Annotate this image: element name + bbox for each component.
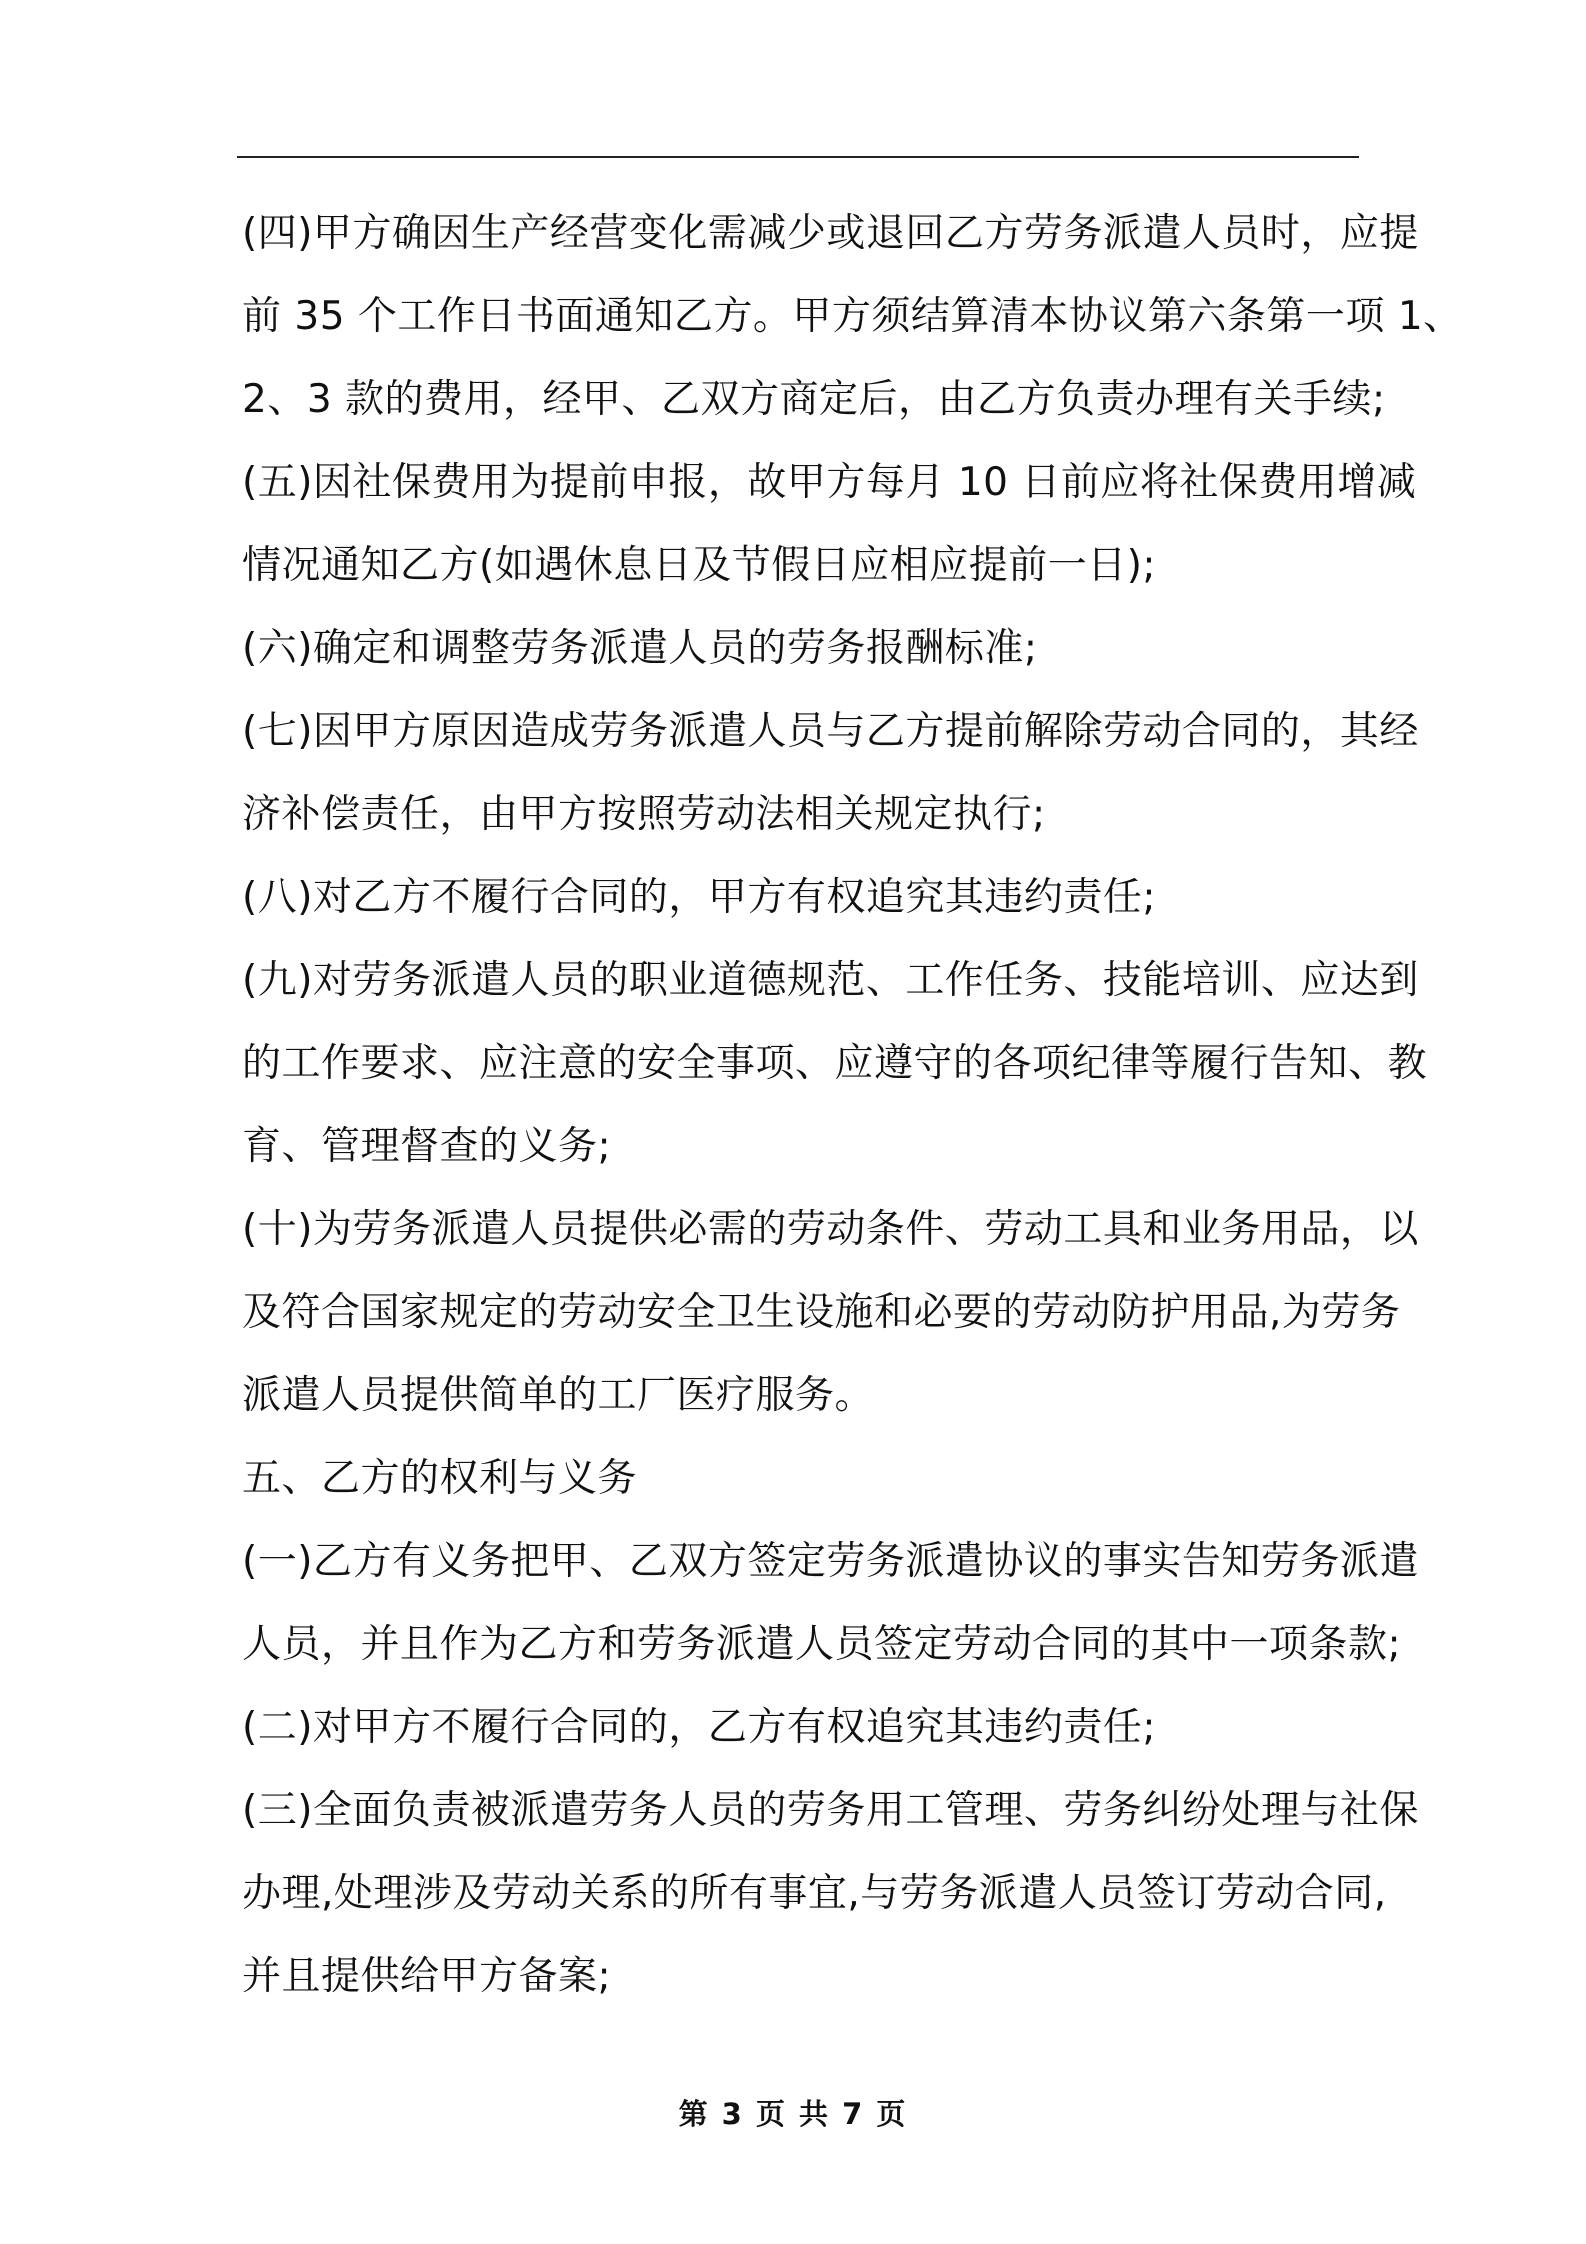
document-body: [242, 192, 1463, 2018]
text-line: 办理,处理涉及劳动关系的所有事宜,与劳务派遣人员签订劳动合同,: [242, 1871, 1387, 1916]
text-line: 情况通知乙方(如遇休息日及节假日应相应提前一日);: [242, 543, 1157, 588]
text-line: 人员，并且作为乙方和劳务派遣人员签定劳动合同的其中一项条款;: [242, 1622, 1402, 1667]
text-line: 并且提供给甲方备案;: [242, 1954, 612, 1999]
text-line: 济补偿责任，由甲方按照劳动法相关规定执行;: [242, 792, 1046, 837]
text-line: 派遣人员提供简单的工厂医疗服务。: [242, 1373, 875, 1418]
page-number: 第 3 页 共 7 页: [678, 2097, 908, 2131]
section-heading: 五、乙方的权利与义务: [242, 1456, 638, 1501]
text-line: 2、3 款的费用，经甲、乙双方商定后，由乙方负责办理有关手续;: [242, 377, 1386, 422]
text-line: 育、管理督查的义务;: [242, 1124, 612, 1169]
text-line: (十)为劳务派遣人员提供必需的劳动条件、劳动工具和业务用品，以: [242, 1207, 1419, 1252]
text-line: (一)乙方有义务把甲、乙双方签定劳务派遣协议的事实告知劳务派遣: [242, 1539, 1419, 1584]
text-line: (九)对劳务派遣人员的职业道德规范、工作任务、技能培训、应达到: [242, 958, 1419, 1003]
text-line: (五)因社保费用为提前申报，故甲方每月 10 日前应将社保费用增减: [242, 460, 1417, 505]
text-line: 的工作要求、应注意的安全事项、应遵守的各项纪律等履行告知、教: [242, 1041, 1428, 1086]
text-line: 及符合国家规定的劳动安全卫生设施和必要的劳动防护用品,为劳务: [242, 1290, 1401, 1335]
text-line: (三)全面负责被派遣劳务人员的劳务用工管理、劳务纠纷处理与社保: [242, 1788, 1419, 1833]
text-line: (二)对甲方不履行合同的，乙方有权追究其违约责任;: [242, 1705, 1157, 1750]
text-line: (八)对乙方不履行合同的，甲方有权追究其违约责任;: [242, 875, 1157, 920]
text-line: (七)因甲方原因造成劳务派遣人员与乙方提前解除劳动合同的，其经: [242, 709, 1419, 754]
text-line: 前 35 个工作日书面通知乙方。甲方须结算清本协议第六条第一项 1、: [242, 294, 1463, 339]
text-line: (四)甲方确因生产经营变化需减少或退回乙方劳务派遣人员时，应提: [242, 211, 1419, 256]
header-rule: [237, 156, 1359, 158]
text-line: (六)确定和调整劳务派遣人员的劳务报酬标准;: [242, 626, 1038, 671]
